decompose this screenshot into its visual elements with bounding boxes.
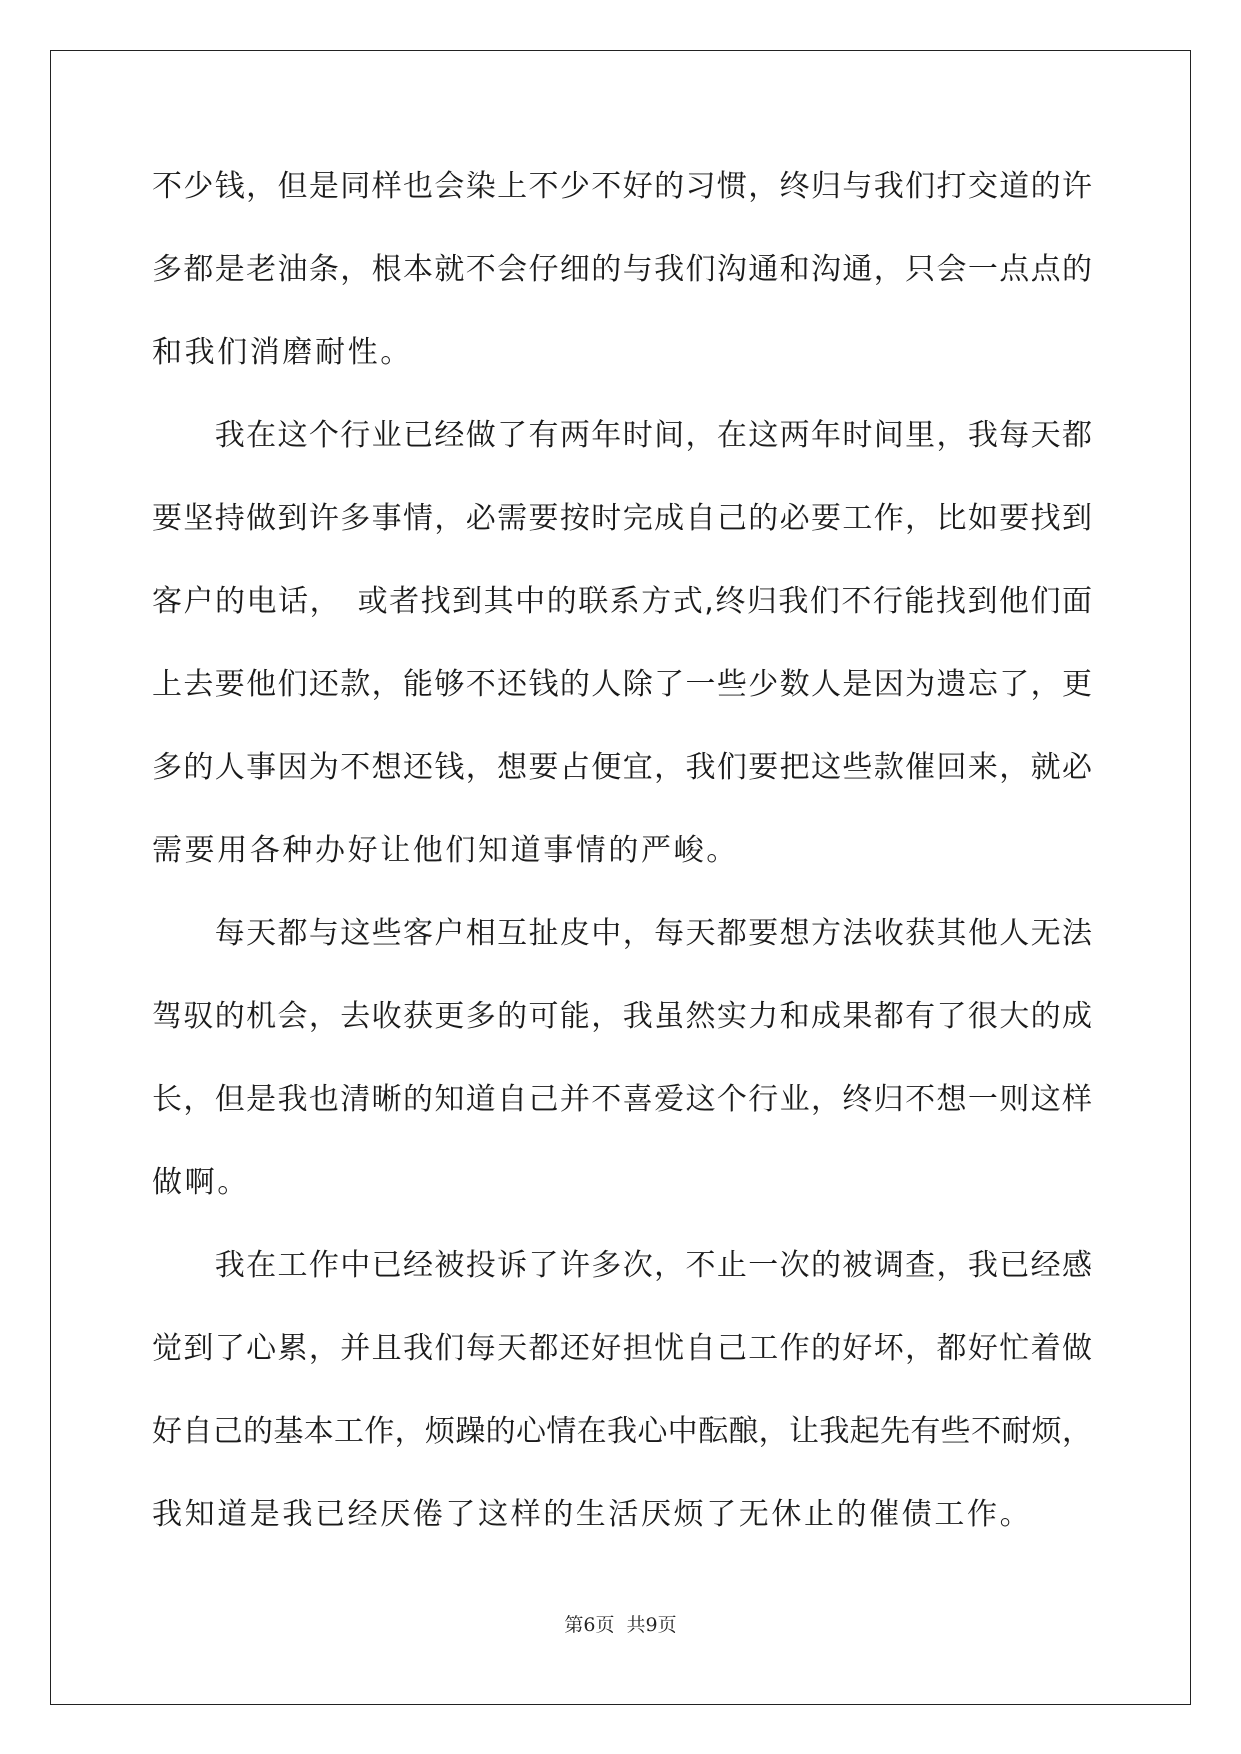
text-line: 需要用各种办好让他们知道事情的严峻。 xyxy=(152,833,739,868)
text-line: 长，但是我也清晰的知道自己并不喜爱这个行业，终归不想一则这样 xyxy=(152,1082,1092,1117)
text-line: 我知道是我已经厌倦了这样的生活厌烦了无休止的催债工作。 xyxy=(152,1497,1033,1532)
text-line: 觉到了心累，并且我们每天都还好担忧自己工作的好坏，都好忙着做 xyxy=(152,1331,1092,1366)
text-line: 客户的电话， 或者找到其中的联系方式,终归我们不行能找到他们面 xyxy=(152,584,1092,619)
text-line: 不少钱，但是同样也会染上不少不好的习惯，终归与我们打交道的许 xyxy=(152,169,1092,204)
text-line: 每天都与这些客户相互扯皮中，每天都要想方法收获其他人无法 xyxy=(152,916,1092,951)
page-footer xyxy=(0,1610,1241,1637)
text-line: 多的人事因为不想还钱，想要占便宜，我们要把这些款催回来，就必 xyxy=(152,750,1092,785)
text-line: 我在工作中已经被投诉了许多次，不止一次的被调查，我已经感 xyxy=(152,1248,1092,1283)
text-line: 多都是老油条，根本就不会仔细的与我们沟通和沟通，只会一点点的 xyxy=(152,252,1092,287)
text-line: 我在这个行业已经做了有两年时间，在这两年时间里，我每天都 xyxy=(152,418,1092,453)
page-number: 第6页 xyxy=(564,1614,615,1636)
text-line: 做啊。 xyxy=(152,1165,250,1200)
page-total: 共9页 xyxy=(626,1614,677,1636)
text-line: 上去要他们还款，能够不还钱的人除了一些少数人是因为遗忘了，更 xyxy=(152,667,1092,702)
text-line: 好自己的基本工作，烦躁的心情在我心中酝酿，让我起先有些不耐烦， xyxy=(152,1414,1092,1449)
text-line: 要坚持做到许多事情，必需要按时完成自己的必要工作，比如要找到 xyxy=(152,501,1092,536)
text-line: 和我们消磨耐性。 xyxy=(152,335,413,370)
text-line: 驾驭的机会，去收获更多的可能，我虽然实力和成果都有了很大的成 xyxy=(152,999,1092,1034)
